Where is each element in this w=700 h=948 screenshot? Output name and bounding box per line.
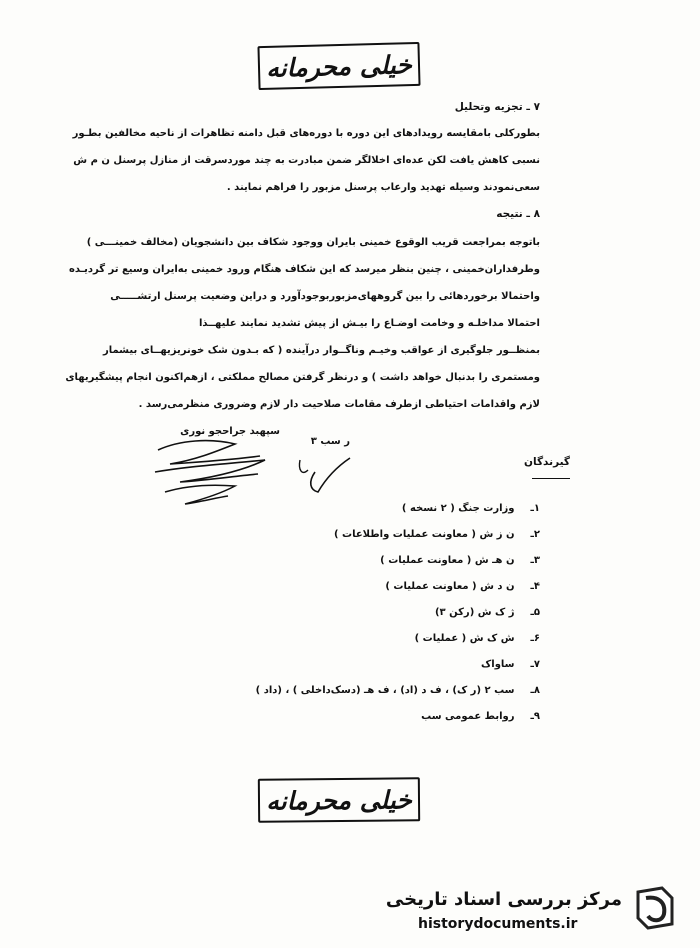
recipient-text: سب ۲ (ر ک) ، ف د (اد) ، ف هـ (دسک‌داخلی ) ، (داد ) [255,685,515,696]
section-8-line: وطرفداران‌خمینی ، چنین بنظر میرسد که این شکاف هنگام ورود خمینی به‌ایران وسیع تر گردیـده [69,264,540,275]
recipient-item [256,626,540,652]
recipient-number: ۸ـ [530,685,540,696]
bottom-confidential-stamp: خیلی محرمانه [258,777,420,822]
archive-title: مرکز بررسی اسناد تاریخی [385,889,622,910]
recipient-number: ۴ـ [530,581,540,592]
recipient-number: ۵ـ [530,607,540,618]
recipient-item [256,704,540,730]
section-8-line: واحتمالا برخوردهائی را بین گروههای‌مزبوربوجودآورد و دراین وضعیت پرسنل ارتشـــــی [110,291,540,302]
recipient-item [256,652,540,678]
recipient-item [256,600,540,626]
section-7-heading: ۷ ـ تجزیه وتحلیل [454,101,540,113]
section-7-line: سعی‌نمودند وسیله تهدید وارعاب پرسنل مزبور را فراهم نمایند . [226,182,540,193]
top-confidential-stamp: خیلی محرمانه [257,42,420,90]
section-8-line: لازم واقدامات احتیاطی ازطرف مقامات صلاحیت دار لازم وضروری منظرمی‌رسد . [138,399,540,410]
archive-url[interactable]: historydocuments.ir [418,916,578,932]
recipient-number: ۱ـ [530,503,540,514]
recipients-list [256,496,540,730]
recipient-item [256,496,540,522]
recipient-number: ۲ـ [530,529,540,540]
recipient-item [256,522,540,548]
section-8-line: احتمالا مداخلـه و وخامت اوضـاع را بیـش از پیش تشدید نمایند علیهــذا [198,318,540,329]
recipient-number: ۹ـ [530,711,540,722]
section-7-text [72,120,540,201]
signature-name: سپهبد جراحجو نوری [180,426,280,437]
recipient-item [256,574,540,600]
section-8-heading: ۸ ـ نتیجه [496,208,540,220]
recipient-text: ن ز ش ( معاونت عملیات واطلاعات ) [333,529,515,540]
recipient-item [256,548,540,574]
recipient-text: روابط عمومی سب [421,711,515,722]
recipient-number: ۷ـ [530,659,540,670]
signature-unit: ر سب ۳ [310,436,350,447]
recipient-text: ن د ش ( معاونت عملیات ) [385,581,515,592]
recipient-text: ن هـ ش ( معاونت عملیات ) [380,555,515,566]
recipient-item [256,678,540,704]
recipients-underline [532,478,570,479]
section-8-line: باتوجه بمراجعت قریب الوقوع خمینی بایران ووجود شکاف بین دانشجویان (مخالف خمینـــی ) [86,237,540,248]
recipient-text: ش ک ش ( عملیات ) [414,633,515,644]
archive-logo-icon [632,884,678,930]
section-7-line: نسبی کاهش یافت لکن عده‌ای اخلالگر ضمن مبادرت به چند موردسرقت از منازل پرسنل ن م ش [73,155,540,166]
recipients-title: گیرندگان [524,456,570,468]
section-8-line: بمنظــور جلوگیری از عواقب وخیـم وناگــوار درآینده ( که بـدون شک خونریزیهــای بیشمار [102,345,540,356]
section-8-text [65,229,540,418]
section-7-line: بطورکلی بامقایسه رویدادهای این دوره با دوره‌های قبل دامنه تظاهرات از ناحیه مخالفین بطـور [72,128,540,139]
recipient-number: ۳ـ [530,555,540,566]
recipient-text: ساواک [481,659,515,670]
recipient-number: ۶ـ [530,633,540,644]
section-8-line: ومستمری را بدنبال خواهد داشت ) و درنظر گرفتن مصالح مملکتی ، ازهم‌اکنون انجام پیشگیریهای [65,372,540,383]
recipient-text: ژ ک ش (رکن ۳) [434,607,515,618]
recipient-text: وزارت جنگ ( ۲ نسخه ) [401,503,515,514]
